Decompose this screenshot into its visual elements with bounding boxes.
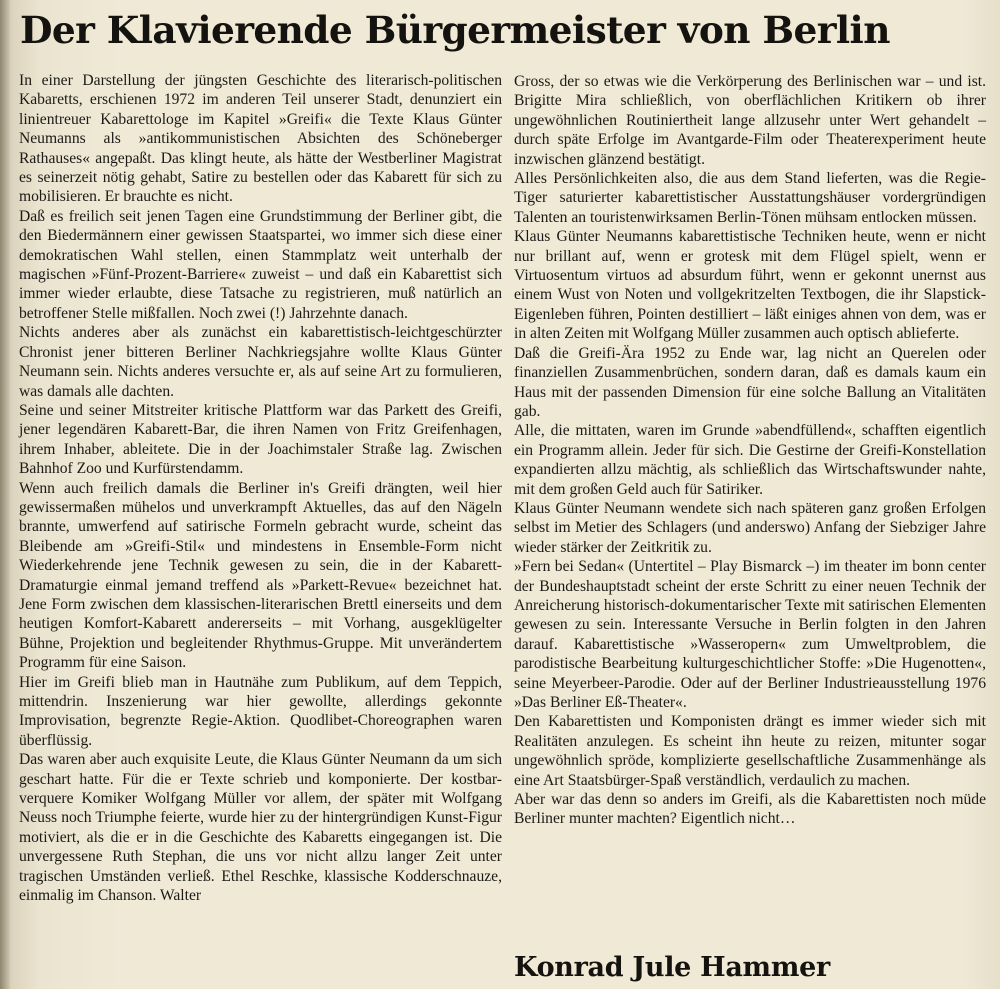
paragraph: Seine und seiner Mitstreiter kritische Plattform war das Parkett des Greifi, jener legendären Kabarett-Bar, die ihren Namen von Fritz Greifenhagen, ihrem Inhaber, ableitete. Die in der Joachimstaler Straße lag. Zwischen Bahnhof Zoo und Kurfürstendamm.: [19, 401, 502, 478]
left-column: [19, 71, 502, 905]
paragraph: Aber war das denn so anders im Greifi, als die Kabarettisten noch müde Berliner munter machten? Eigentlich nicht…: [514, 791, 986, 828]
paragraph: Den Kabarettisten und Komponisten drängt es immer wieder sich mit Realitäten anzulegen. Es scheint ihn heute zu reizen, mitunter sogar ungewöhnlich spröde, komplizierte gesellschaftliche Zusammenhänge als eine Art Staatsbürger-Spaß verständlich, verdaulich zu machen.: [514, 713, 986, 789]
paragraph: Daß die Greifi-Ära 1952 zu Ende war, lag nicht an Querelen oder finanziellen Zusammenbrüchen, sondern daran, daß es damals kaum ein Haus mit der passenden Dimension für eine solche Ballung an Vitalitäten gab.: [514, 344, 986, 420]
paragraph: Klaus Günter Neumanns kabarettistische Techniken heute, wenn er nicht nur brillant auf, wenn er grotesk mit dem Flügel spielt, wenn er Virtuosentum virtuos ad absurdum führt, wenn er gekonnt unernst aus einem Wust von Noten und vollgekritzelten Textbogen, die ihr Slapstick-Eigenleben führen, Pointen destilliert – läßt einiges ahnen von dem, was er in alten Zeiten mit Wolfgang Müller zusammen auch optisch ablieferte.: [514, 228, 986, 343]
paragraph: Nichts anderes aber als zunächst ein kabarettistisch-leichtgeschürzter Chronist jener bitteren Berliner Nachkriegsjahre wollte Klaus Günter Neumann sein. Nichts anderes versuchte er, als auf seine Art zu formulieren, was damals alle dachten.: [19, 324, 502, 400]
paragraph: Hier im Greifi blieb man in Hautnähe zum Publikum, auf dem Teppich, mittendrin. Inszenierung war hier gewollte, allerdings gekonnte Improvisation, begrenzte Regie-Aktion. Quodlibet-Choreographen waren überflüssig.: [19, 673, 502, 749]
right-column: [514, 72, 986, 829]
paragraph: Klaus Günter Neumann wendete sich nach späteren ganz großen Erfolgen selbst im Metier des Schlagers (und anderswo) Anfang der Siebziger Jahre wieder stärker der Zeitkritik zu.: [514, 499, 986, 556]
paragraph: Alle, die mittaten, waren im Grunde »abendfüllend«, schafften eigentlich ein Programm allein. Jeder für sich. Die Gestirne der Greifi-Konstellation expandierten allzu mächtig, als schließlich das Wirtschaftswunder nahte, mit dem großen Geld auch für Satiriker.: [514, 422, 986, 498]
paragraph: »Fern bei Sedan« (Untertitel – Play Bismarck –) im theater im bonn center der Bundeshauptstadt scheint der erste Schritt zu einer neuen Technik der Anreicherung historisch-dokumentarischer Texte mit satirischen Elementen gewesen zu sein. Interessante Versuche in Berlin folgten in den Jahren darauf. Kabarettistische »Wasseropern« zum Umweltproblem, die parodistische Bearbeitung kulturgeschichtlicher Stoffe: »Die Hugenotten«, seine Meyerbeer-Parodie. Oder auf der Berliner Industrieausstellung 1976 »Das Berliner Eß-Theater«.: [514, 558, 986, 711]
paragraph: In einer Darstellung der jüngsten Geschichte des literarisch-politischen Kabaretts, erschienen 1972 im anderen Teil unserer Stadt, denunziert ein linientreuer Kabarettologe im Kapitel »Greifi« die Texte Klaus Günter Neumanns als »antikommunistischen Absichten des Schöneberger Rathauses« angepaßt. Das klingt heute, als hätte der Westberliner Magistrat es seinerzeit nötig gehabt, Satire zu bestellen oder das Kabarett für sich zu mobilisieren. Er brauchte es nicht.: [19, 72, 502, 206]
paragraph: Daß es freilich seit jenen Tagen eine Grundstimmung der Berliner gibt, die den Biedermännern einer gewissen Staatspartei, wo immer sich diese einer demokratischen Wahl stellen, einen Stammplatz weit unterhalb der magischen »Fünf-Prozent-Barriere« zuweist – und daß ein Kabarettist sich immer wieder erlaubte, diese Tatsache zu registrieren, muß natürlich an betroffener Stelle mißfallen. Noch zwei (!) Jahrzehnte danach.: [19, 207, 502, 322]
paragraph: Wenn auch freilich damals die Berliner in's Greifi drängten, weil hier gewissermaßen mühelos und unverkrampft Aktuelles, das auf den Nägeln brannte, umwerfend auf satirische Formeln gebracht wurde, scheint das Bleibende am »Greifi-Stil« und mindestens in Ensemble-Form nicht Wiederkehrende jene Technik gewesen zu sein, die in der Kabarett-Dramaturgie einmal jemand treffend als »Parkett-Revue« bezeichnet hat. Jene Form zwischen dem klassischen-literarischen Brettl einerseits und dem heutigen Komfort-Kabarett andererseits – mit Vorhang, ausgeklügelter Bühne, Projektion und begleitender Rhythmus-Gruppe. Mit unverändertem Programm für eine Saison.: [19, 479, 502, 672]
author-byline: Konrad Jule Hammer: [514, 952, 830, 983]
paragraph: Alles Persönlichkeiten also, die aus dem Stand lieferten, was die Regie-Tiger saturierter kabarettistischer Ausstattungshäuser vordergründigen Talenten an touristenwirksamen Berlin-Tönen mühsam entlocken müssen.: [514, 170, 986, 226]
article-title: Der Klavierende Bürgermeister von Berlin: [20, 8, 890, 52]
paragraph: Das waren aber auch exquisite Leute, die Klaus Günter Neumann da um sich geschart hatte. Für die er Texte schrieb und komponierte. Der kostbar-verquere Komiker Wolfgang Müller vor allem, der später mit Wolfgang Neuss noch Triumphe feierte, wurde hier zu der hintergründigen Kunst-Figur motiviert, als die er in die Geschichte des Kabaretts eingegangen ist. Die unvergessene Ruth Stephan, die uns vor nicht allzu langer Zeit unter tragischen Umständen verließ. Ethel Reschke, klassische Kodderschnauze, einmalig im Chanson. Walter: [19, 751, 502, 905]
page-spine-shadow: [0, 0, 10, 989]
paragraph: Gross, der so etwas wie die Verkörperung des Berlinischen war – und ist. Brigitte Mira schließlich, von oberflächlichen Kritikern ob ihrer ungewöhnlichen Routiniertheit lange allzusehr unter Wert gehandelt – durch späte Erfolge im Avantgarde-Film oder Theaterexperiment heute inzwischen glänzend bestätigt.: [514, 73, 986, 168]
